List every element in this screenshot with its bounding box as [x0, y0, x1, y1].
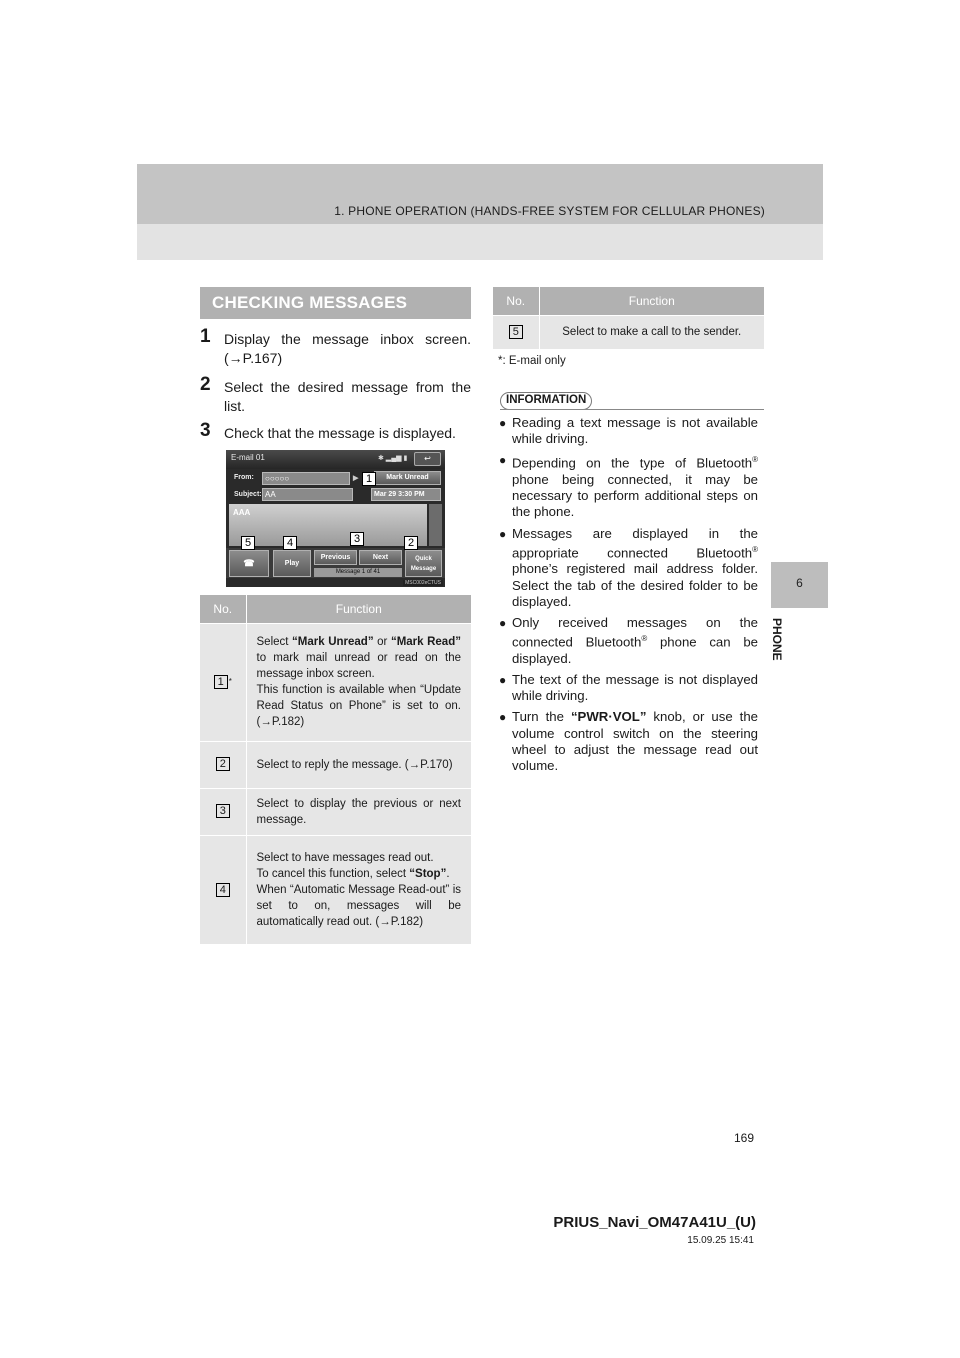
text-run: phone can be displayed.	[512, 634, 758, 666]
information-badge: INFORMATION	[500, 392, 592, 410]
text-run: Turn the	[512, 709, 571, 725]
row-number-cell	[200, 741, 246, 788]
function-line	[257, 634, 462, 682]
callout-5: 5	[241, 536, 255, 550]
list-item	[499, 672, 758, 704]
step-text: Check that the message is displayed.	[224, 425, 456, 441]
bold-term: “PWR·VOL”	[570, 709, 647, 725]
step-1	[200, 326, 471, 368]
header-title: 1. PHONE OPERATION (HANDS-FREE SYSTEM FOR CELLULAR PHONES)	[334, 204, 765, 218]
column-header-no: No.	[200, 595, 246, 623]
row-number-cell	[200, 788, 246, 835]
from-label: From:	[234, 474, 254, 481]
function-table	[200, 595, 471, 944]
text-run: phone’s registered mail address folder. Select the tab of the desired folder to be displayed.	[512, 561, 758, 609]
list-item	[499, 452, 758, 520]
subject-field: AA	[262, 488, 353, 501]
function-line: Select to reply the message. (→P.170)	[256, 758, 453, 771]
scrollbar	[429, 504, 442, 546]
asterisk-mark: *	[228, 677, 232, 686]
function-line: Select to display the previous or next message.	[256, 797, 461, 826]
text-run: .	[446, 867, 450, 880]
text-run: The text of the message is not displayed while driving.	[512, 672, 758, 704]
footnote: *: E-mail only	[498, 355, 566, 367]
bold-term: “Mark Unread”	[292, 636, 374, 648]
information-divider	[500, 409, 764, 410]
text-run: phone being connected, it may be necessary to perform additional steps on the phone.	[512, 472, 758, 520]
step-2	[200, 374, 471, 416]
header-bar	[137, 164, 823, 224]
text-run: Depending on the type of Bluetooth	[512, 455, 753, 471]
registered-mark: ®	[752, 455, 758, 465]
table-row	[200, 835, 471, 944]
back-icon: ↩	[414, 452, 441, 466]
row-function	[246, 788, 471, 835]
step-number: 2	[200, 374, 211, 395]
image-code: MSC002eCTUS	[405, 580, 441, 586]
section-heading-text: CHECKING MESSAGES	[212, 293, 408, 312]
row-number-cell	[200, 623, 246, 741]
chapter-label	[770, 618, 790, 668]
bold-term: “Mark Read”	[390, 636, 461, 648]
quick-message-button: Quick Message	[405, 550, 442, 577]
step-3	[200, 420, 471, 443]
previous-button: Previous	[314, 550, 357, 565]
column-header-function: Function	[539, 287, 764, 315]
footer-model: PRIUS_Navi_OM47A41U_(U)	[553, 1214, 756, 1231]
function-line: Select to have messages read out.	[256, 851, 434, 864]
row-function	[246, 741, 471, 788]
step-text: Select the desired message from the list.	[224, 379, 471, 414]
column-header-no: No.	[493, 287, 539, 315]
next-button: Next	[359, 550, 402, 565]
call-icon: ☎	[229, 550, 269, 577]
registered-mark: ®	[752, 544, 758, 554]
play-arrow-icon: ▶	[353, 475, 359, 482]
message-screen-illustration	[226, 450, 445, 587]
information-list	[499, 415, 758, 779]
table-row	[200, 623, 471, 741]
function-line: This function is available when “Update Read Status on Phone” is set to on. (→P.182)	[256, 684, 461, 728]
row-number: 5	[509, 325, 523, 339]
signal-status-icon: ✱ ▂▄▆ ▮	[378, 455, 408, 462]
text-run: To cancel this function, select	[256, 867, 410, 880]
row-function: Select to make a call to the sender.	[539, 315, 764, 349]
function-line	[257, 866, 462, 882]
chapter-tab	[771, 562, 828, 608]
list-item	[499, 526, 758, 610]
table-header-row	[200, 595, 471, 623]
mark-unread-button: Mark Unread	[374, 471, 441, 485]
screen-title: E-mail 01	[231, 453, 265, 462]
step-number: 1	[200, 326, 211, 347]
bold-term: “Stop”	[409, 867, 447, 880]
text-run: to mark mail unread or read on the message inbox screen.	[256, 652, 461, 680]
text-run: Reading a text message is not available while driving.	[512, 415, 758, 447]
footer-date: 15.09.25 15:41	[687, 1235, 754, 1246]
message-body	[229, 504, 427, 546]
column-header-function: Function	[246, 595, 471, 623]
screen-title-bar	[226, 450, 445, 469]
row-function	[246, 623, 471, 741]
function-line: When “Automatic Message Read-out” is set to on, messages will be automatically read out. (→P.182)	[256, 883, 461, 928]
callout-4: 4	[283, 536, 297, 550]
text-run: or	[373, 636, 391, 648]
callout-2: 2	[404, 536, 418, 550]
table-row	[493, 315, 764, 349]
message-count: Message 1 of 41	[314, 568, 402, 577]
table-row	[200, 788, 471, 835]
row-number-cell	[493, 315, 539, 349]
row-number: 1	[214, 675, 228, 689]
row-number: 3	[216, 804, 230, 818]
step-text: Display the message inbox screen. (→P.167)	[224, 331, 471, 366]
date-field: Mar 29 3:30 PM	[371, 488, 441, 501]
list-item	[499, 415, 758, 447]
step-number: 3	[200, 420, 211, 441]
table-header-row	[493, 287, 764, 315]
text-run: knob, or use the volume control switch on the steering wheel to adjust the message read out volume.	[512, 709, 758, 774]
message-body-text: AAA	[233, 508, 251, 517]
callout-1: 1	[362, 472, 376, 486]
function-table-continued	[493, 287, 764, 349]
text-run: Messages are displayed in the appropriate connected Bluetooth	[512, 525, 758, 561]
page-number: 169	[733, 1131, 754, 1145]
section-heading	[200, 287, 471, 319]
play-button: Play	[273, 550, 311, 577]
list-item	[499, 615, 758, 667]
registered-mark: ®	[641, 634, 648, 644]
chapter-label-text: PHONE	[770, 618, 784, 661]
list-item	[499, 709, 758, 774]
subject-label: Subject:	[234, 491, 262, 498]
text-run: Select	[256, 636, 293, 648]
row-function	[246, 835, 471, 944]
from-field: ○○○○○	[262, 472, 350, 485]
row-number: 4	[216, 883, 230, 897]
callout-3: 3	[350, 532, 364, 546]
row-number-cell	[200, 835, 246, 944]
row-number: 2	[216, 757, 230, 771]
text-run: Only received messages on the connected Bluetooth	[512, 615, 758, 650]
chapter-number: 6	[796, 576, 803, 590]
table-row	[200, 741, 471, 788]
